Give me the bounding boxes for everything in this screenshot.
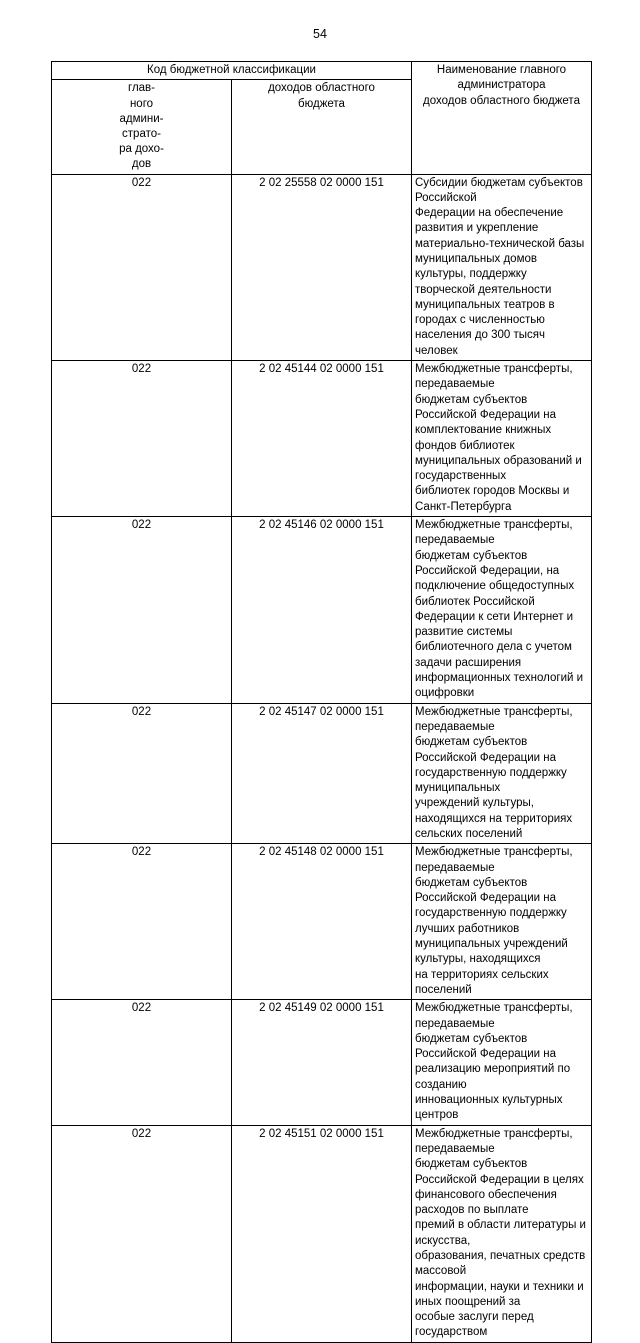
- revenue-name-line: бюджетам субъектов Российской Федерации на: [415, 1032, 556, 1061]
- revenue-name-line: муниципальных учреждений культуры, находящихся: [415, 938, 568, 966]
- page-number: 54: [313, 27, 327, 41]
- revenue-name-line: Межбюджетные трансферты, передаваемые: [415, 1127, 573, 1155]
- revenue-name-line: муниципальных образований и государственных: [415, 454, 582, 483]
- revenue-code-cell: 2 02 45149 02 0000 151: [232, 1000, 412, 1125]
- revenue-name-line: подключение общедоступных библиотек Российской: [415, 580, 575, 608]
- header-name-line: доходов областного бюджета: [423, 94, 580, 107]
- table-row: [52, 844, 592, 1000]
- revenue-name-line: бюджетам субъектов Российской Федерации на: [415, 876, 556, 905]
- revenue-name-line: библиотек городов Москвы и Санкт-Петербурга: [415, 485, 570, 513]
- admin-code-cell: 022: [52, 1000, 232, 1125]
- header-revenue-code: [232, 80, 412, 174]
- revenue-name-cell: [412, 174, 592, 361]
- revenue-name-line: Межбюджетные трансферты, передаваемые: [415, 363, 573, 391]
- header-code-line: бюджета: [298, 97, 345, 110]
- revenue-name-line: учреждений культуры, находящихся на территориях: [415, 797, 573, 825]
- header-admin-line: страто-: [122, 127, 161, 140]
- table-row: [52, 174, 592, 361]
- revenue-name-line: особые заслуги перед государством: [415, 1311, 534, 1339]
- revenue-name-line: муниципальных театров в городах с численностью: [415, 298, 555, 327]
- revenue-code-cell: 2 02 25558 02 0000 151: [232, 174, 412, 361]
- revenue-name-line: информационных технологий и оцифровки: [415, 672, 584, 700]
- table-row: [52, 1125, 592, 1342]
- table-row: [52, 1000, 592, 1125]
- revenue-name-line: населения до 300 тысяч человек: [415, 329, 545, 357]
- revenue-code-cell: 2 02 45147 02 0000 151: [232, 703, 412, 844]
- admin-code-cell: 022: [52, 517, 232, 704]
- admin-code-cell: 022: [52, 703, 232, 844]
- revenue-name-line: Межбюджетные трансферты, передаваемые: [415, 846, 573, 874]
- table-row: [52, 703, 592, 844]
- revenue-name-cell: [412, 1125, 592, 1342]
- revenue-name-line: культуры, поддержку творческой деятельности: [415, 268, 552, 296]
- revenue-name-line: библиотечного дела с учетом задачи расширения: [415, 641, 572, 669]
- table-row: [52, 517, 592, 704]
- header-admin-line: ра дохо-: [119, 143, 164, 156]
- revenue-name-line: бюджетам субъектов Российской Федерации на: [415, 736, 556, 764]
- revenue-name-line: Межбюджетные трансферты, передаваемые: [415, 1002, 573, 1030]
- revenue-name-cell: [412, 844, 592, 1000]
- revenue-name-line: образования, печатных средств массовой: [415, 1250, 586, 1278]
- header-code-line: доходов областного: [268, 82, 375, 95]
- revenue-code-cell: 2 02 45151 02 0000 151: [232, 1125, 412, 1342]
- header-administrator-name: [412, 62, 592, 175]
- header-admin-line: админи-: [119, 112, 164, 125]
- revenue-name-line: премий в области литературы и искусства,: [415, 1219, 586, 1247]
- revenue-name-line: информации, науки и техники и иных поощрений за: [415, 1280, 584, 1308]
- revenue-name-line: реализацию мероприятий по созданию: [415, 1063, 571, 1091]
- revenue-name-line: материально-технической базы муниципальных домов: [415, 237, 585, 265]
- revenue-name-cell: [412, 703, 592, 844]
- admin-code-cell: 022: [52, 844, 232, 1000]
- revenue-name-line: бюджетам субъектов Российской Федерации в целях: [415, 1158, 584, 1186]
- table-row: [52, 361, 592, 517]
- table-header: [52, 62, 592, 175]
- revenue-name-line: Межбюджетные трансферты, передаваемые: [415, 705, 573, 733]
- revenue-name-line: комплектование книжных фондов библиотек: [415, 424, 552, 452]
- header-admin-line: ного: [129, 97, 154, 110]
- revenue-code-cell: 2 02 45144 02 0000 151: [232, 361, 412, 517]
- header-budget-classification-code: Код бюджетной классификации: [52, 62, 412, 80]
- revenue-name-cell: [412, 361, 592, 517]
- budget-classification-table: [51, 61, 592, 1343]
- revenue-name-line: Федерации на обеспечение развития и укрепление: [415, 207, 564, 235]
- revenue-name-line: Межбюджетные трансферты, передаваемые: [415, 519, 573, 547]
- revenue-code-cell: 2 02 45146 02 0000 151: [232, 517, 412, 704]
- revenue-name-line: инновационных культурных центров: [415, 1094, 563, 1122]
- admin-code-cell: 022: [52, 174, 232, 361]
- revenue-name-line: финансового обеспечения расходов по выплате: [415, 1188, 557, 1217]
- revenue-name-line: Федерации к сети Интернет и развитие системы: [415, 610, 574, 639]
- header-name-line: Наименование главного администратора: [436, 64, 567, 92]
- revenue-name-line: государственную поддержку лучших работников: [415, 907, 567, 935]
- revenue-name-line: бюджетам субъектов Российской Федерации, на: [415, 549, 560, 577]
- revenue-name-line: на территориях сельских поселений: [415, 968, 549, 996]
- header-row-group: [52, 62, 592, 80]
- header-admin-line: дов: [131, 158, 152, 171]
- revenue-name-line: бюджетам субъектов Российской Федерации на: [415, 393, 556, 421]
- revenue-name-line: сельских поселений: [415, 827, 523, 840]
- header-admin-line: глав-: [128, 82, 155, 95]
- revenue-name-line: Субсидии бюджетам субъектов Российской: [415, 176, 583, 204]
- revenue-name-cell: [412, 517, 592, 704]
- admin-code-cell: 022: [52, 1125, 232, 1342]
- revenue-name-line: государственную поддержку муниципальных: [415, 766, 567, 795]
- revenue-name-cell: [412, 1000, 592, 1125]
- revenue-code-cell: 2 02 45148 02 0000 151: [232, 844, 412, 1000]
- header-main-administrator: [52, 80, 232, 174]
- admin-code-cell: 022: [52, 361, 232, 517]
- table-body: [52, 174, 592, 1342]
